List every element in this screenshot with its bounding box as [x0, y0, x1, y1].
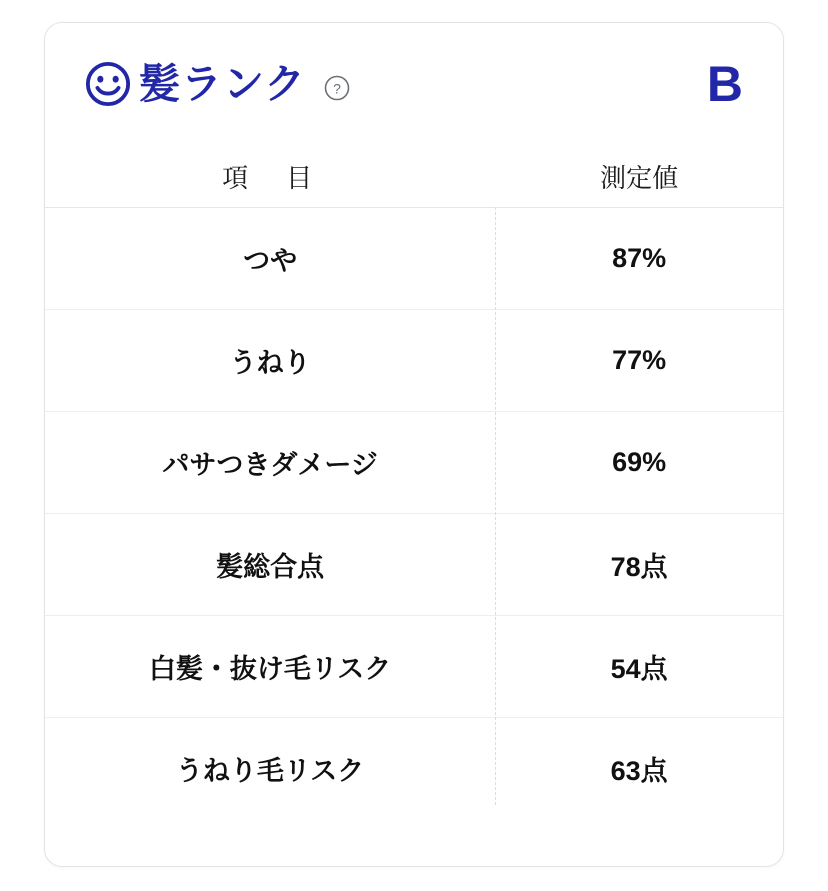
svg-text:?: ?	[333, 80, 342, 97]
table-header-row	[45, 145, 783, 208]
row-item-value: 77%	[495, 310, 783, 412]
rank-badge: B	[706, 56, 743, 112]
row-item-label: つや	[45, 208, 495, 310]
row-item-value: 69%	[495, 412, 783, 514]
table-row	[45, 616, 783, 718]
row-item-label: うねり	[45, 310, 495, 412]
table-row	[45, 208, 783, 310]
row-item-label: うねり毛リスク	[175, 756, 365, 786]
table-row	[45, 412, 783, 514]
row-item-label: 白髪・抜け毛リスク	[45, 616, 495, 718]
card-header	[45, 23, 783, 145]
column-header-item: 項 目	[45, 145, 495, 208]
row-item-value: 54点	[495, 616, 783, 718]
table-row	[45, 310, 783, 412]
row-item-value: 63点	[610, 756, 668, 786]
column-header-value: 測定値	[495, 145, 783, 208]
table-row	[45, 514, 783, 616]
row-item-label: 髪総合点	[45, 514, 495, 616]
hair-rank-card	[44, 22, 784, 867]
row-item-label: パサつきダメージ	[45, 412, 495, 514]
smiley-face-icon	[85, 61, 131, 107]
question-mark-icon[interactable]	[324, 75, 350, 101]
row-item-value: 78点	[495, 514, 783, 616]
measurement-table	[45, 145, 783, 819]
page-title: 髪ランク	[139, 60, 307, 107]
row-item-value: 87%	[495, 208, 783, 310]
table-row	[45, 718, 783, 820]
